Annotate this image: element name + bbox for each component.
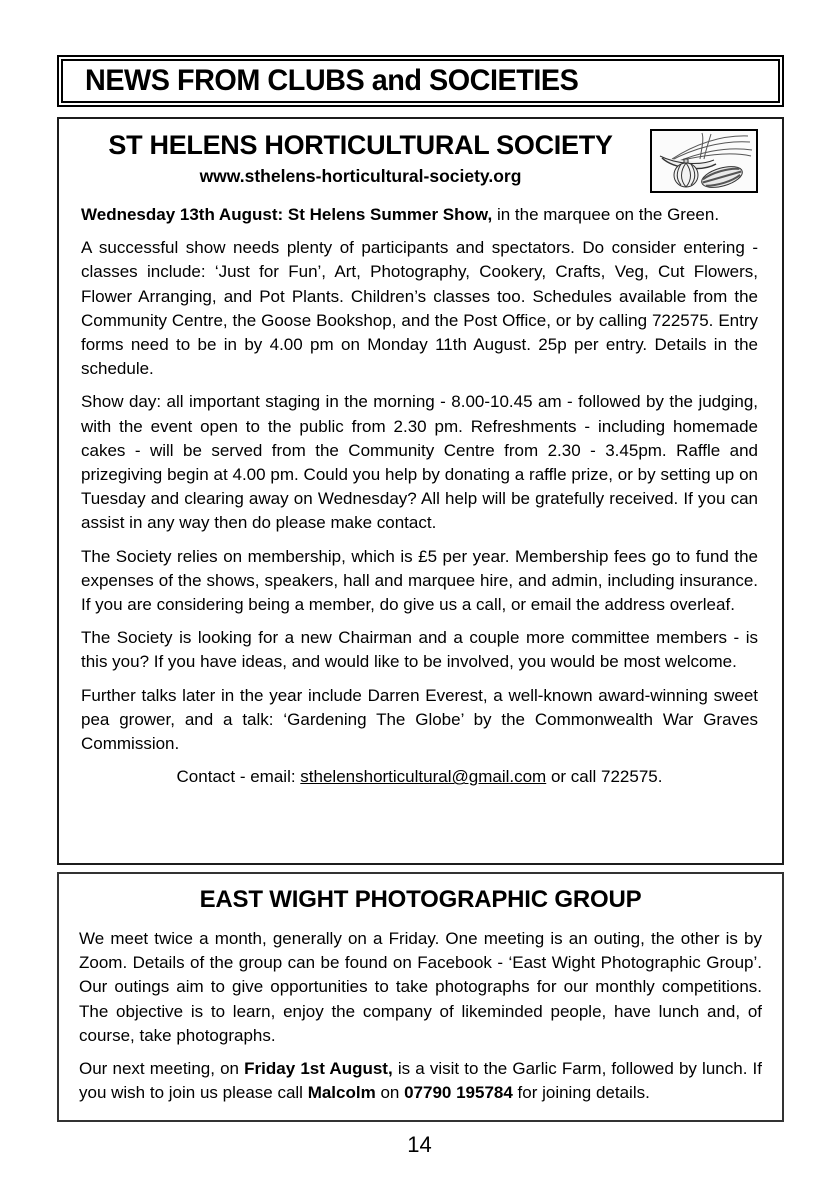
paragraph-group-info: We meet twice a month, generally on a Friday. One meeting is an outing, the other is by Zoom. Details of the group can be found on Facebook - ‘East Wight Photographic Group’. Our outings aim to give opportunities to take photographs for our monthly competitions. The objective is to learn, enjoy the company of likeminded people, have lunch and, of course, take photographs. bbox=[79, 929, 762, 1045]
contact-suffix: or call 722575. bbox=[546, 767, 663, 787]
section-photographic-group bbox=[57, 872, 784, 1122]
paragraph-summer-show bbox=[81, 203, 758, 227]
horticultural-header bbox=[81, 127, 758, 193]
paragraph-further-talks: Further talks later in the year include Darren Everest, a well-known award-winning sweet pea grower, and a talk: ‘Gardening The Globe’ by the Commonwealth War Graves Commission. bbox=[81, 685, 758, 754]
meeting-on: on bbox=[375, 1083, 405, 1103]
horticultural-title: ST HELENS HORTICULTURAL SOCIETY bbox=[108, 130, 613, 160]
contact-line bbox=[81, 765, 758, 789]
paragraph-membership: The Society relies on membership, which is £5 per year. Membership fees go to fund the expenses of the shows, speakers, hall and marquee hire, and admin, including insurance. If you are considering being a member, do give us a call, or email the address overleaf. bbox=[81, 546, 758, 615]
phone-number-bold: 07790 195784 bbox=[404, 1083, 513, 1103]
next-meeting-intro: Our next meeting, on bbox=[79, 1059, 245, 1079]
paragraph-entering-classes: A successful show needs plenty of participants and spectators. Do consider entering - classes include: ‘Just for Fun’, Art, Photography, Cookery, Crafts, Veg, Cut Flowers, Flower Arranging, and Pot Plants. Children’s classes too. Schedules available from the Community Centre, the Goose Bookshop, and the Post Office, or by calling 722575. Entry forms need to be in by 4.00 pm on Monday 11th August. 25p per entry. Details in the schedule. bbox=[81, 238, 758, 379]
horticultural-website: www.sthelens-horticultural-society.org bbox=[199, 166, 522, 186]
email-link[interactable]: sthelenshorticultural@gmail.com bbox=[300, 767, 547, 787]
meeting-date-bold: Friday 1st August, bbox=[244, 1059, 393, 1079]
page-header-inner bbox=[61, 59, 780, 103]
meeting-outro: for joining details. bbox=[512, 1083, 650, 1103]
photographic-title: EAST WIGHT PHOTOGRAPHIC GROUP bbox=[199, 886, 642, 913]
paragraph-show-day: Show day: all important staging in the morning - 8.00-10.45 am - followed by the judging, with the event open to the public from 2.30 pm. Refreshments - including homemade cakes - will be served from the Community Centre from 2.30 - 3.45pm. Raffle and prizegiving begin at 4.00 pm. Could you help by donating a raffle prize, or by setting up on Tuesday and clearing away on Wednesday? All help will be gratefully received. If you can assist in any way then do please make contact. bbox=[81, 392, 758, 533]
page-header-banner bbox=[57, 55, 784, 107]
event-date-rest: in the marquee on the Green. bbox=[492, 205, 720, 224]
contact-prefix: Contact - email: bbox=[176, 767, 301, 787]
vegetable-basket-icon bbox=[650, 129, 758, 193]
meeting-details: is a visit to the Garlic Farm, followed by lunch. If you wish to join us please call bbox=[79, 1059, 763, 1103]
contact-name-bold: Malcolm bbox=[307, 1083, 376, 1103]
paragraph-next-meeting bbox=[79, 1057, 762, 1105]
horticultural-titles bbox=[81, 127, 640, 187]
event-date-bold: Wednesday 13th August: St Helens Summer Show, bbox=[81, 205, 493, 224]
page-number: 14 bbox=[407, 1132, 432, 1157]
page-title: NEWS FROM CLUBS and SOCIETIES bbox=[85, 64, 579, 97]
section-horticultural-society bbox=[57, 117, 784, 865]
paragraph-chairman: The Society is looking for a new Chairman and a couple more committee members - is this you? If you have ideas, and would like to be involved, you would be most welcome. bbox=[81, 628, 758, 672]
